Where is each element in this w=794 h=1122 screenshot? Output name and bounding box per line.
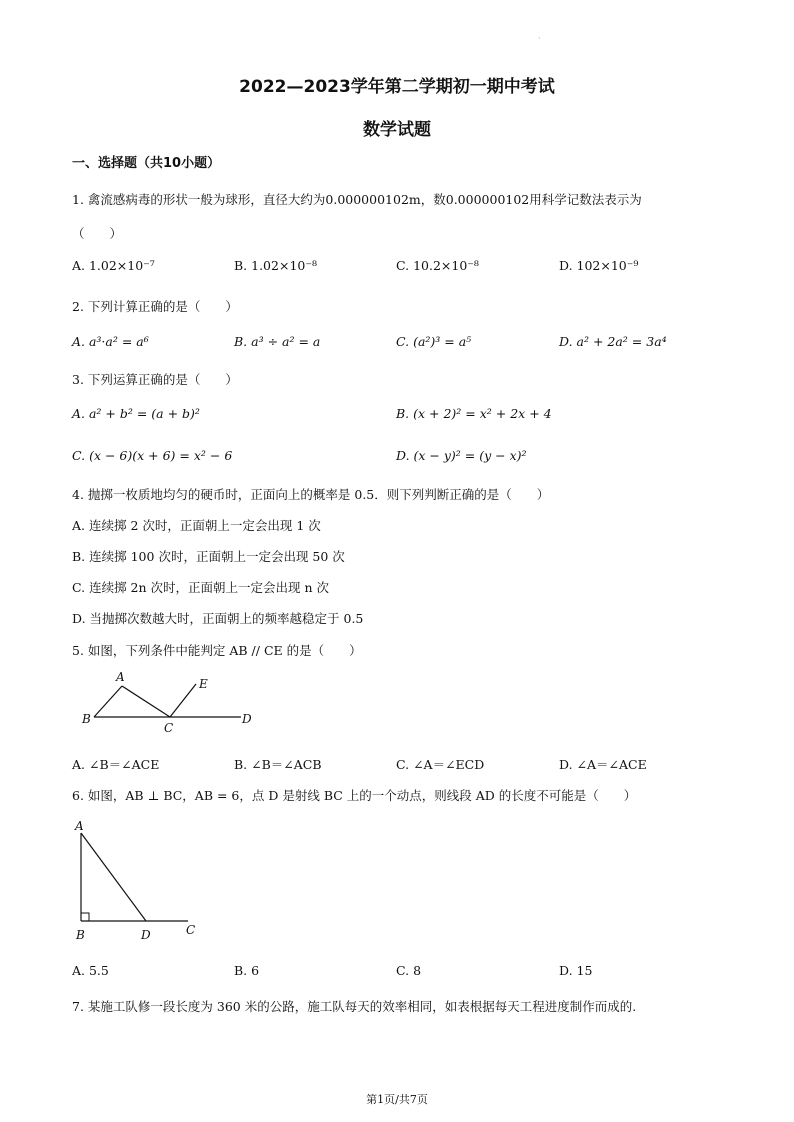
question-5-option-d: D. ∠A＝∠ACE xyxy=(559,757,647,772)
label-point-d: D xyxy=(141,928,151,942)
question-3-option-c: C. (x − 6)(x + 6) = x² − 6 xyxy=(72,448,233,463)
question-1-paren: （ ） xyxy=(72,226,123,241)
label-point-e: E xyxy=(199,677,208,691)
label-point-a: A xyxy=(116,670,125,684)
question-1-stem: 1. 禽流感病毒的形状一般为球形，直径大约为0.000000102m，数0.000000102用科学记数法表示为 xyxy=(72,192,642,207)
question-6-option-c: C. 8 xyxy=(396,963,422,978)
question-5-option-a: A. ∠B＝∠ACE xyxy=(72,757,160,772)
question-1-option-d: D. 102×10⁻⁹ xyxy=(559,258,639,273)
section-heading-choice: 一、选择题（共10小题） xyxy=(72,156,221,171)
question-3-stem: 3. 下列运算正确的是（ ） xyxy=(72,372,238,387)
right-angle-mark xyxy=(81,913,89,921)
question-4-option-c: C. 连续掷 2n 次时，正面朝上一定会出现 n 次 xyxy=(72,580,330,595)
question-5-option-c: C. ∠A＝∠ECD xyxy=(396,757,485,772)
question-3-option-a: A. a² + b² = (a + b)² xyxy=(72,406,200,421)
question-5-option-b: B. ∠B＝∠ACB xyxy=(234,757,322,772)
segment-ac xyxy=(122,686,170,717)
question-4-stem: 4. 抛掷一枚质地均匀的硬币时，正面向上的概率是 0.5．则下列判断正确的是（ ） xyxy=(72,487,550,502)
question-2-option-a: A. a³·a² = a⁶ xyxy=(72,334,149,349)
question-1-option-b: B. 1.02×10⁻⁸ xyxy=(234,258,317,273)
page-footer: 第1页/共7页 xyxy=(366,1093,428,1106)
label-point-d: D xyxy=(242,712,252,726)
question-4-option-a: A. 连续掷 2 次时，正面朝上一定会出现 1 次 xyxy=(72,518,321,533)
question-6-option-b: B. 6 xyxy=(234,963,260,978)
question-4-option-d: D. 当抛掷次数越大时，正面朝上的频率越稳定于 0.5 xyxy=(72,611,364,626)
question-2-option-b: B. a³ ÷ a² = a xyxy=(234,334,321,349)
question-1-option-a: A. 1.02×10⁻⁷ xyxy=(72,258,155,273)
segment-ba xyxy=(94,686,122,717)
question-6-option-d: D. 15 xyxy=(559,963,593,978)
question-7-stem: 7. 某施工队修一段长度为 360 米的公路，施工队每天的效率相同，如表根据每天工程进度制作而成的. xyxy=(72,999,637,1014)
question-3-option-b: B. (x + 2)² = x² + 2x + 4 xyxy=(396,406,552,421)
question-5-stem: 5. 如图，下列条件中能判定 AB // CE 的是（ ） xyxy=(72,643,362,658)
corner-mark: · xyxy=(538,34,541,43)
label-point-b: B xyxy=(76,928,85,942)
label-point-b: B xyxy=(82,712,91,726)
exam-title: 2022—2023学年第二学期初一期中考试 xyxy=(239,77,555,97)
question-5-figure xyxy=(76,668,266,738)
label-point-c: C xyxy=(164,721,174,735)
question-2-option-c: C. (a²)³ = a⁵ xyxy=(396,334,472,349)
segment-ad xyxy=(81,833,146,921)
question-1-option-c: C. 10.2×10⁻⁸ xyxy=(396,258,479,273)
question-2-option-d: D. a² + 2a² = 3a⁴ xyxy=(559,334,667,349)
question-4-option-b: B. 连续掷 100 次时，正面朝上一定会出现 50 次 xyxy=(72,549,345,564)
question-6-stem: 6. 如图，AB ⊥ BC，AB = 6，点 D 是射线 BC 上的一个动点，则线段 AD 的长度不可能是（ ） xyxy=(72,788,637,803)
label-point-a: A xyxy=(75,819,84,833)
label-point-c: C xyxy=(186,923,196,937)
ray-ce xyxy=(170,684,196,717)
question-3-option-d: D. (x − y)² = (y − x)² xyxy=(396,448,527,463)
question-6-option-a: A. 5.5 xyxy=(72,963,109,978)
question-6-figure xyxy=(70,815,210,945)
exam-subtitle: 数学试题 xyxy=(363,120,431,140)
question-2-stem: 2. 下列计算正确的是（ ） xyxy=(72,299,238,314)
